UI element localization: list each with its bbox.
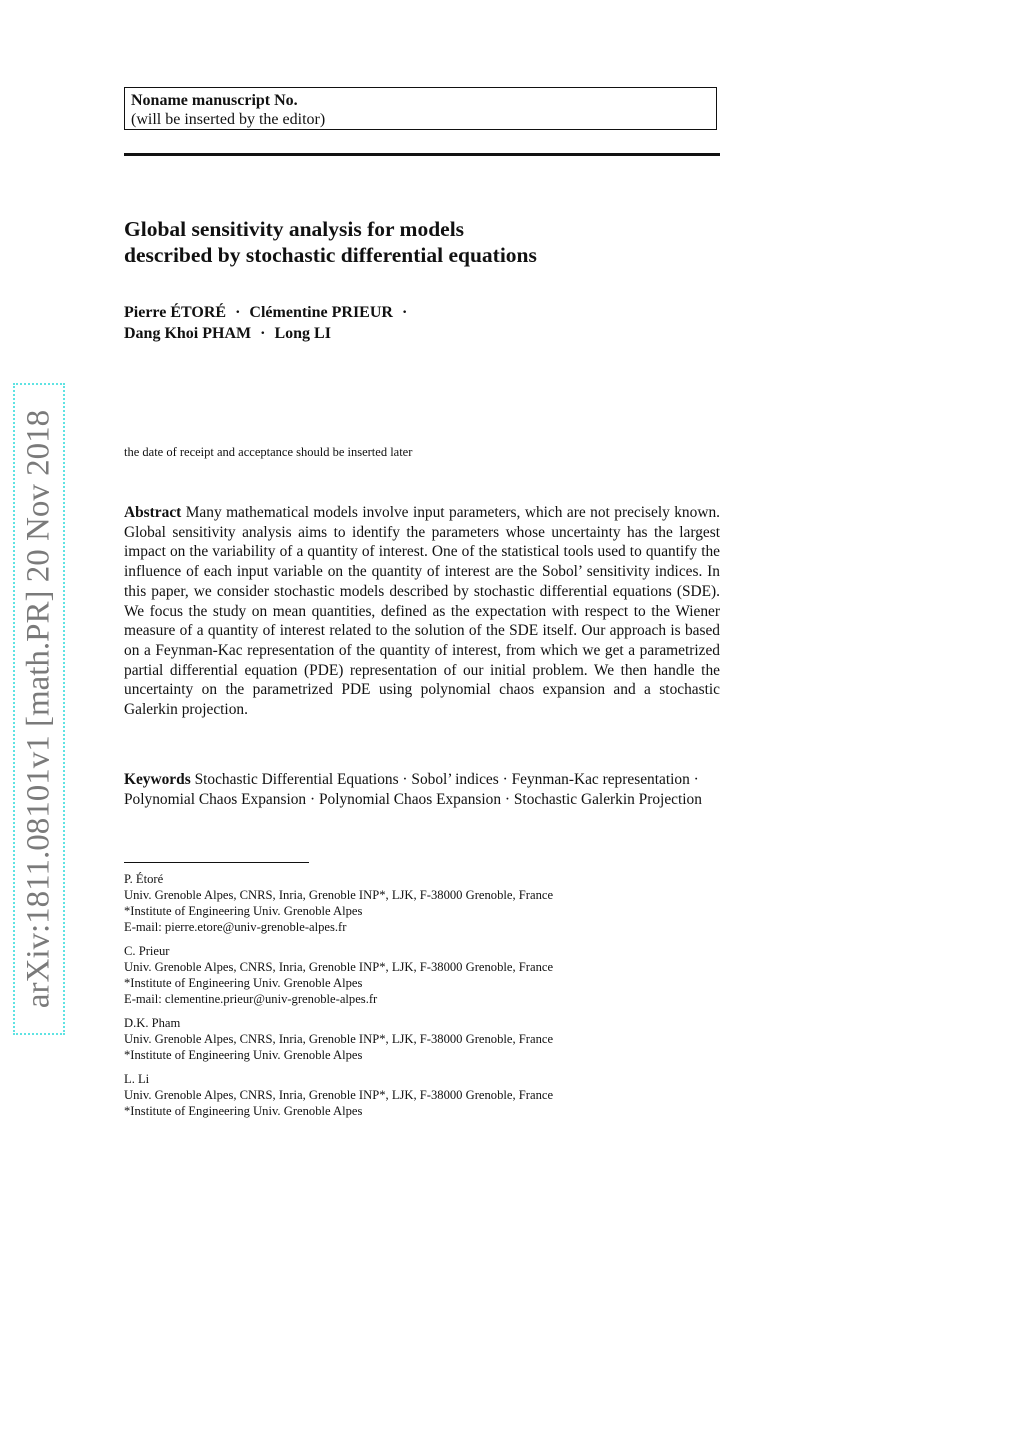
- manuscript-header-box: [124, 87, 717, 130]
- affiliation-email: E-mail: pierre.etore@univ-grenoble-alpes.fr: [124, 920, 347, 934]
- author-name: Dang Khoi PHAM: [124, 325, 252, 342]
- footnote-rule: [124, 862, 309, 863]
- affiliation-institution: Univ. Grenoble Alpes, CNRS, Inria, Grenoble INP*, LJK, F-38000 Grenoble, France: [124, 1088, 554, 1102]
- header-rule: [124, 153, 720, 156]
- title-line-1: Global sensitivity analysis for models: [124, 217, 465, 241]
- affiliation-note: *Institute of Engineering Univ. Grenoble Alpes: [124, 1048, 363, 1062]
- affiliation-institution: Univ. Grenoble Alpes, CNRS, Inria, Grenoble INP*, LJK, F-38000 Grenoble, France: [124, 1032, 554, 1046]
- author-line-2: [124, 323, 724, 344]
- abstract: [124, 503, 720, 720]
- affiliations: [124, 871, 724, 1127]
- author-separator: ·: [235, 304, 241, 321]
- affiliation-name: D.K. Pham: [124, 1016, 181, 1030]
- affiliation-block: [124, 943, 724, 1007]
- abstract-text: Many mathematical models involve input parameters, which are not precisely known. Global sensitivity analysis aims to identify the parameters whose uncertainty has the largest impact on the variability of a quantity of interest. One of the statistical tools used to quantify the influence of each input variable on the quantity of interest are the Sobol’ sensitivity indices. In this paper, we consider stochastic models described by stochastic differential equations (SDE). We focus the study on mean quantities, defined as the expectation with respect to the Wiener measure of a quantity of interest related to the solution of the SDE itself. Our approach is based on a Feynman-Kac representation of the quantity of interest, from which we get a parametrized partial differential equation (PDE) representation of our initial problem. We then handle the uncertainty on the parametrized PDE using polynomial chaos expansion and a stochastic Galerkin projection.: [124, 504, 720, 719]
- author-separator: ·: [260, 325, 266, 342]
- affiliation-institution: Univ. Grenoble Alpes, CNRS, Inria, Grenoble INP*, LJK, F-38000 Grenoble, France: [124, 888, 554, 902]
- affiliation-block: [124, 871, 724, 935]
- title-line-2: described by stochastic differential equations: [124, 243, 537, 267]
- arxiv-stamp: [13, 383, 65, 1035]
- editor-note: (will be inserted by the editor): [131, 111, 326, 128]
- affiliation-institution: Univ. Grenoble Alpes, CNRS, Inria, Grenoble INP*, LJK, F-38000 Grenoble, France: [124, 960, 554, 974]
- affiliation-note: *Institute of Engineering Univ. Grenoble Alpes: [124, 904, 363, 918]
- author-name: Clémentine PRIEUR: [249, 304, 393, 321]
- affiliation-note: *Institute of Engineering Univ. Grenoble Alpes: [124, 976, 363, 990]
- affiliation-note: *Institute of Engineering Univ. Grenoble Alpes: [124, 1104, 363, 1118]
- keywords-label: Keywords: [124, 771, 191, 788]
- affiliation-name: C. Prieur: [124, 944, 170, 958]
- affiliation-block: [124, 1071, 724, 1119]
- paper-title: [124, 216, 724, 268]
- author-name: Pierre ÉTORÉ: [124, 304, 227, 321]
- arxiv-identifier: arXiv:1811.08101v1 [math.PR] 20 Nov 2018: [20, 409, 57, 1009]
- author-list: [124, 302, 724, 344]
- keywords-text: Stochastic Differential Equations · Sobol’ indices · Feynman-Kac representation · Polynomial Chaos Expansion · Polynomial Chaos Expansion · Stochastic Galerkin Projection: [124, 771, 702, 808]
- author-line-1: [124, 302, 724, 323]
- keywords: [124, 770, 720, 810]
- manuscript-number-label: Noname manuscript No.: [131, 92, 298, 109]
- abstract-label: Abstract: [124, 504, 182, 521]
- author-separator: ·: [401, 304, 408, 321]
- affiliation-email: E-mail: clementine.prieur@univ-grenoble-alpes.fr: [124, 992, 378, 1006]
- affiliation-name: P. Étoré: [124, 872, 164, 886]
- affiliation-block: [124, 1015, 724, 1063]
- receipt-date-note: the date of receipt and acceptance should be inserted later: [124, 445, 413, 459]
- affiliation-name: L. Li: [124, 1072, 150, 1086]
- author-name: Long LI: [274, 325, 331, 342]
